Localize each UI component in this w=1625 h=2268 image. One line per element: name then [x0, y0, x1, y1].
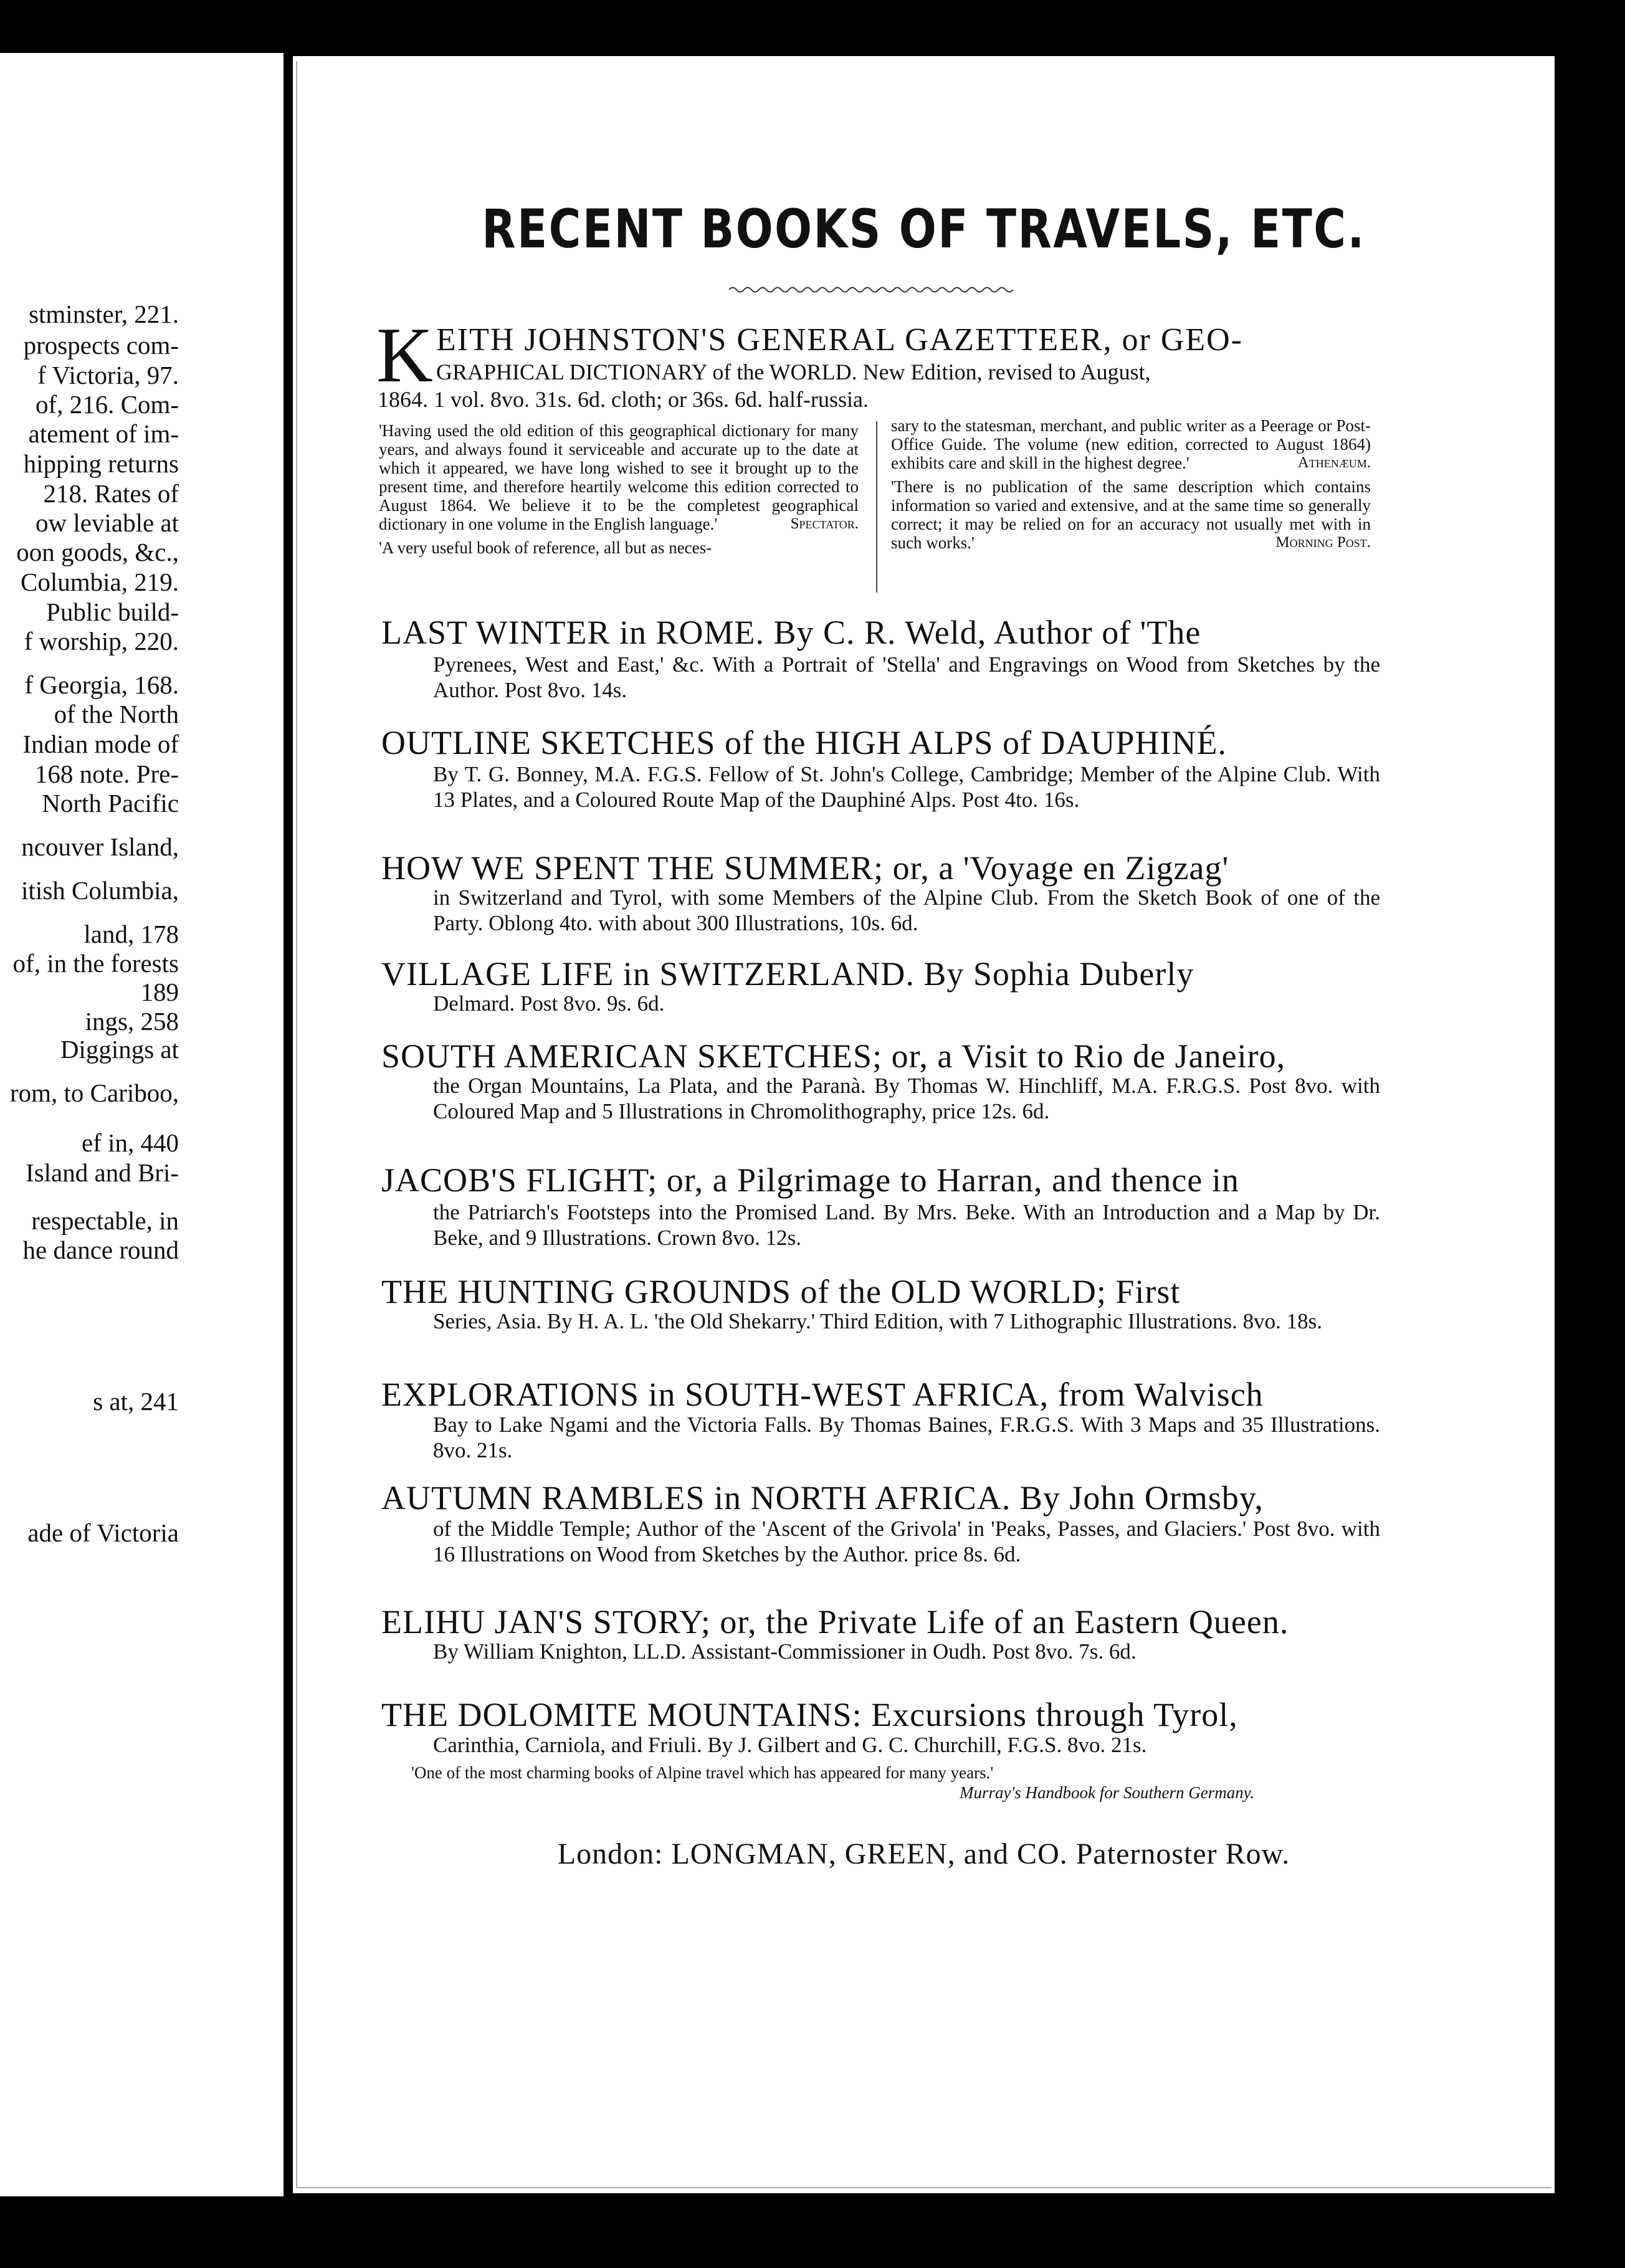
- adjacent-page-line: 168 note. Pre-: [34, 760, 179, 788]
- adjacent-page-line: ncouver Island,: [21, 832, 179, 861]
- adjacent-page-line: Indian mode of: [22, 730, 179, 758]
- column-divider: [876, 421, 877, 593]
- entry-title: AUTUMN RAMBLES in NORTH AFRICA. By John Ormsby,: [381, 1479, 1264, 1517]
- adjacent-page-line: he dance round: [22, 1236, 179, 1264]
- adjacent-page-line: ow leviable at: [36, 508, 179, 537]
- entry-body: in Switzerland and Tyrol, with some Members of the Alpine Club. From the Sketch Book of one of the Party. Oblong 4to. with about 300 Illustrations, 10s. 6d.: [433, 885, 1380, 935]
- adjacent-page-line: of the North: [54, 700, 179, 728]
- entry-title: THE HUNTING GROUNDS of the OLD WORLD; First: [381, 1273, 1181, 1310]
- entry-body: of the Middle Temple; Author of the 'Ascent of the Grivola' in 'Peaks, Passes, and Glaciers.' Post 8vo. with 16 Illustrations on Wood from Sketches by the Author. price 8s. 6d.: [433, 1517, 1380, 1566]
- adjacent-page-line: 189: [140, 978, 179, 1006]
- entry-title: ELIHU JAN'S STORY; or, the Private Life of an Eastern Queen.: [381, 1603, 1289, 1641]
- adjacent-page-line: itish Columbia,: [21, 876, 179, 905]
- entry-title: JACOB'S FLIGHT; or, a Pilgrimage to Harran, and thence in: [381, 1161, 1239, 1199]
- review-attribution: Murray's Handbook for Southern Germany.: [960, 1783, 1254, 1802]
- entry-price-keith: 1864. 1 vol. 8vo. 31s. 6d. cloth; or 36s. 6d. half-russia.: [378, 387, 869, 412]
- adjacent-page-line: respectable, in: [31, 1206, 179, 1235]
- adjacent-page-line: 218. Rates of: [43, 479, 179, 508]
- decorative-rule: [729, 284, 1016, 295]
- adjacent-page-line: f Victoria, 97.: [37, 361, 179, 389]
- entry-body: Pyrenees, West and East,' &c. With a Portrait of 'Stella' and Engravings on Wood from Sketches by the Author. Post 8vo. 14s.: [433, 652, 1380, 702]
- entry-title: OUTLINE SKETCHES of the HIGH ALPS of DAUPHINÉ.: [381, 724, 1227, 761]
- adjacent-page-line: Island and Bri-: [26, 1158, 179, 1187]
- adjacent-page-line: atement of im-: [28, 419, 179, 448]
- entry-body: Carinthia, Carniola, and Friuli. By J. Gilbert and G. C. Churchill, F.G.S. 8vo. 21s.: [433, 1733, 1147, 1757]
- review-quote: 'One of the most charming books of Alpine travel which has appeared for many years.': [411, 1763, 994, 1782]
- entry-title-keith: EITH JOHNSTON'S GENERAL GAZETTEER, or GEO-: [436, 322, 1244, 358]
- publisher-imprint: London: LONGMAN, GREEN, and CO. Paternoster Row.: [557, 1837, 1290, 1870]
- review-quote: 'There is no publication of the same description which contains information so varied and extensive, and at the same time so generally correct; it may be relied on for an accuracy not usually met with in such works.' Morning Post.: [891, 477, 1371, 552]
- entry-title: SOUTH AMERICAN SKETCHES; or, a Visit to Rio de Janeiro,: [381, 1037, 1286, 1075]
- drop-cap: K: [376, 312, 433, 399]
- review-quote: 'A very useful book of reference, all but as neces-: [379, 538, 712, 557]
- adjacent-page-line: ef in, 440: [82, 1128, 179, 1157]
- entry-body: By T. G. Bonney, M.A. F.G.S. Fellow of St. John's College, Cambridge; Member of the Alpine Club. With 13 Plates, and a Coloured Route Map of the Dauphiné Alps. Post 4to. 16s.: [433, 762, 1380, 812]
- adjacent-page-line: ade of Victoria: [27, 1518, 179, 1547]
- entry-body: Bay to Lake Ngami and the Victoria Falls. By Thomas Baines, F.R.G.S. With 3 Maps and 35 Illustrations. 8vo. 21s.: [433, 1413, 1380, 1462]
- entry-body: Series, Asia. By H. A. L. 'the Old Shekarry.' Third Edition, with 7 Lithographic Illustrations. 8vo. 18s.: [433, 1309, 1323, 1333]
- page-heading: RECENT BOOKS OF TRAVELS, ETC.: [482, 198, 1366, 260]
- adjacent-page-line: Columbia, 219.: [21, 568, 179, 596]
- entry-body: the Organ Mountains, La Plata, and the Paranà. By Thomas W. Hinchliff, M.A. F.R.G.S. Post 8vo. with Coloured Map and 5 Illustrations in Chromolithography, price 12s. 6d.: [433, 1074, 1380, 1123]
- entry-body: Delmard. Post 8vo. 9s. 6d.: [433, 991, 665, 1016]
- review-column-left: [379, 421, 859, 562]
- adjacent-page-line: Public build-: [46, 598, 179, 626]
- review-quote: sary to the statesman, merchant, and public writer as a Peerage or Post-Office Guide. The volume (new edition, corrected to August 1864) exhibits care and skill in the highest degree.' Athenæum.: [891, 416, 1371, 472]
- adjacent-page-line: of, 216. Com-: [35, 390, 179, 419]
- entry-title: EXPLORATIONS in SOUTH-WEST AFRICA, from Walvisch: [381, 1376, 1264, 1413]
- adjacent-page-line: f worship, 220.: [24, 627, 179, 655]
- entry-subtitle-keith: GRAPHICAL DICTIONARY of the WORLD. New Edition, revised to August,: [436, 360, 1151, 384]
- adjacent-page-line: prospects com-: [23, 331, 179, 360]
- adjacent-page-line: Diggings at: [60, 1035, 179, 1064]
- review-column-right: [891, 416, 1371, 557]
- adjacent-page-line: rom, to Cariboo,: [9, 1079, 179, 1107]
- adjacent-page-line: hipping returns: [23, 449, 179, 478]
- entry-title: THE DOLOMITE MOUNTAINS: Excursions through Tyrol,: [381, 1696, 1238, 1733]
- adjacent-page-line: North Pacific: [42, 789, 179, 817]
- entry-body: By William Knighton, LL.D. Assistant-Commissioner in Oudh. Post 8vo. 7s. 6d.: [433, 1639, 1137, 1664]
- entry-title: LAST WINTER in ROME. By C. R. Weld, Author of 'The: [381, 614, 1201, 651]
- entry-body: the Patriarch's Footsteps into the Promised Land. By Mrs. Beke. With an Introduction and a Map by Dr. Beke, and 9 Illustrations. Crown 8vo. 12s.: [433, 1200, 1380, 1250]
- review-quote: 'Having used the old edition of this geographical dictionary for many years, and always found it serviceable and accurate up to the date at which it appeared, we have long wished to see it brought up to the present time, and therefore heartily welcome this edition corrected to August 1864. We believe it to be the completest geographical dictionary in one volume in the English language.' Spectator.: [379, 421, 859, 533]
- adjacent-page-line: stminster, 221.: [29, 300, 179, 328]
- adjacent-page-line: f Georgia, 168.: [24, 670, 179, 699]
- adjacent-page-line: land, 178: [83, 920, 179, 948]
- adjacent-page-line: s at, 241: [93, 1387, 179, 1416]
- adjacent-page-line: ings, 258: [85, 1007, 179, 1036]
- entry-title: VILLAGE LIFE in SWITZERLAND. By Sophia Duberly: [381, 955, 1194, 993]
- entry-title: HOW WE SPENT THE SUMMER; or, a 'Voyage en Zigzag': [381, 849, 1229, 887]
- adjacent-page-line: of, in the forests: [12, 949, 179, 978]
- adjacent-page-line: oon goods, &c.,: [16, 538, 179, 566]
